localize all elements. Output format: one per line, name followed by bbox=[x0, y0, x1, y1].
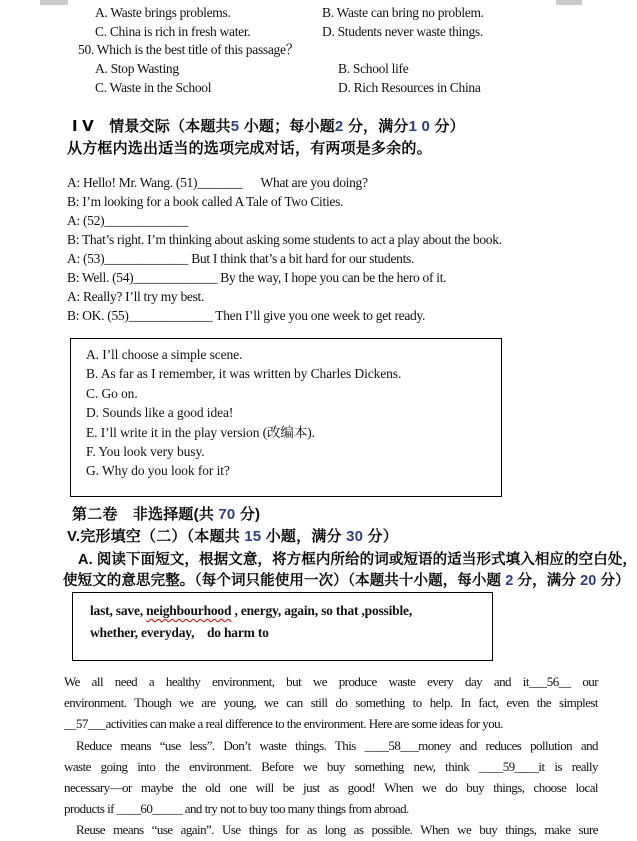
prev-question-option-a: A. Waste brings problems. bbox=[95, 5, 231, 20]
dialogue-options-box bbox=[70, 338, 502, 497]
dialogue-line: A: (52)_____________ bbox=[67, 213, 189, 228]
box-option: A. I’ll choose a simple scene. bbox=[86, 347, 243, 362]
cloze-passage bbox=[64, 671, 598, 841]
word-bank-text: , energy, again, so that ,possible, bbox=[231, 603, 412, 618]
dialogue-line: A: Hello! Mr. Wang. (51)_______ What are you doing? bbox=[67, 175, 368, 190]
word-bank-misspelled-word: neighbourhood bbox=[146, 603, 232, 618]
box-option: F. You look very busy. bbox=[86, 444, 205, 460]
dialogue-line: B: I’m looking for a book called A Tale of Two Cities. bbox=[67, 194, 344, 209]
passage-line: environment. Though we are young, we can still do something to help. In fact, even the simplest bbox=[64, 695, 598, 711]
section4-instruction: 从方框内选出适当的选项完成对话，有两项是多余的。 bbox=[67, 140, 432, 157]
passage-line: Reduce means “use less”. Don’t waste things. This ____58___money and reduces pollution and bbox=[76, 737, 598, 753]
page-edge-artifact-left bbox=[40, 0, 68, 5]
passage-line: products if ____60_____ and try not to buy too many things from abroad. bbox=[64, 801, 409, 817]
question50-option-c: C. Waste in the School bbox=[95, 80, 212, 95]
section4-heading: Ⅰ Ⅴ 情景交际（本题共5 小题；每小题2 分，满分1 0 分） bbox=[72, 118, 465, 135]
page-edge-artifact-right bbox=[556, 0, 582, 5]
question50-option-d: D. Rich Resources in China bbox=[338, 80, 481, 95]
passage-line: waste going into the environment. Before we buy something new, think ____59____it is really bbox=[64, 758, 598, 774]
word-bank-box bbox=[72, 592, 493, 661]
word-bank-text: last, save, bbox=[90, 603, 147, 618]
dialogue-line: B: That’s right. I’m thinking about asking some students to act a play about the book. bbox=[67, 232, 502, 247]
dialogue-line: A: Really? I’ll try my best. bbox=[67, 289, 205, 304]
dialogue-line: A: (53)_____________ But I think that’s a bit hard for our students. bbox=[67, 251, 415, 266]
part2-heading: 第二卷 非选择题(共 70 分) bbox=[72, 506, 261, 523]
box-option: B. As far as I remember, it was written by Charles Dickens. bbox=[86, 366, 402, 382]
passage-line: We all need a healthy environment, but we produce waste every day and it___56__ our bbox=[64, 674, 598, 689]
box-option: C. Go on. bbox=[86, 385, 138, 401]
question50-option-a: A. Stop Wasting bbox=[95, 61, 179, 76]
cloze-section-heading: V.完形填空（二）（本题共 15 小题，满分 30 分） bbox=[67, 528, 398, 545]
passage-line: necessary—or maybe the old one will be just as good! When we do buy things, choose local bbox=[64, 780, 598, 796]
prev-question-option-c: C. China is rich in fresh water. bbox=[95, 24, 251, 39]
question50-stem: 50. Which is the best title of this passage？ bbox=[78, 42, 299, 57]
box-option: E. I’ll write it in the play version (改编本). bbox=[86, 424, 315, 440]
cloze-instruction-line2: 使短文的意思完整。（每个词只能使用一次）（本题共十小题，每小题 2 分，满分 20 分） bbox=[63, 573, 630, 589]
box-option: G. Why do you look for it? bbox=[86, 463, 230, 479]
dialogue-line: B: Well. (54)_____________ By the way, I hope you can be the hero of it. bbox=[67, 270, 447, 285]
word-bank-line2: whether, everyday, do harm to bbox=[90, 625, 269, 640]
question50-option-b: B. School life bbox=[338, 61, 409, 76]
cloze-instruction-line1: A. 阅读下面短文，根据文意，将方框内所给的词或短语的适当形式填入相应的空白处， bbox=[78, 552, 637, 568]
dialogue-line: B: OK. (55)_____________ Then I’ll give you one week to get ready. bbox=[67, 308, 426, 323]
passage-line: Reuse means “use again”. Use things for as long as possible. When we buy things, make sure bbox=[76, 822, 598, 838]
prev-question-option-d: D. Students never waste things. bbox=[322, 24, 483, 39]
prev-question-option-b: B. Waste can bring no problem. bbox=[322, 5, 484, 20]
box-option: D. Sounds like a good idea! bbox=[86, 405, 234, 421]
word-bank-line1 bbox=[90, 600, 492, 622]
passage-line: __57___activities can make a real difference to the environment. Here are some ideas for you. bbox=[64, 716, 503, 732]
